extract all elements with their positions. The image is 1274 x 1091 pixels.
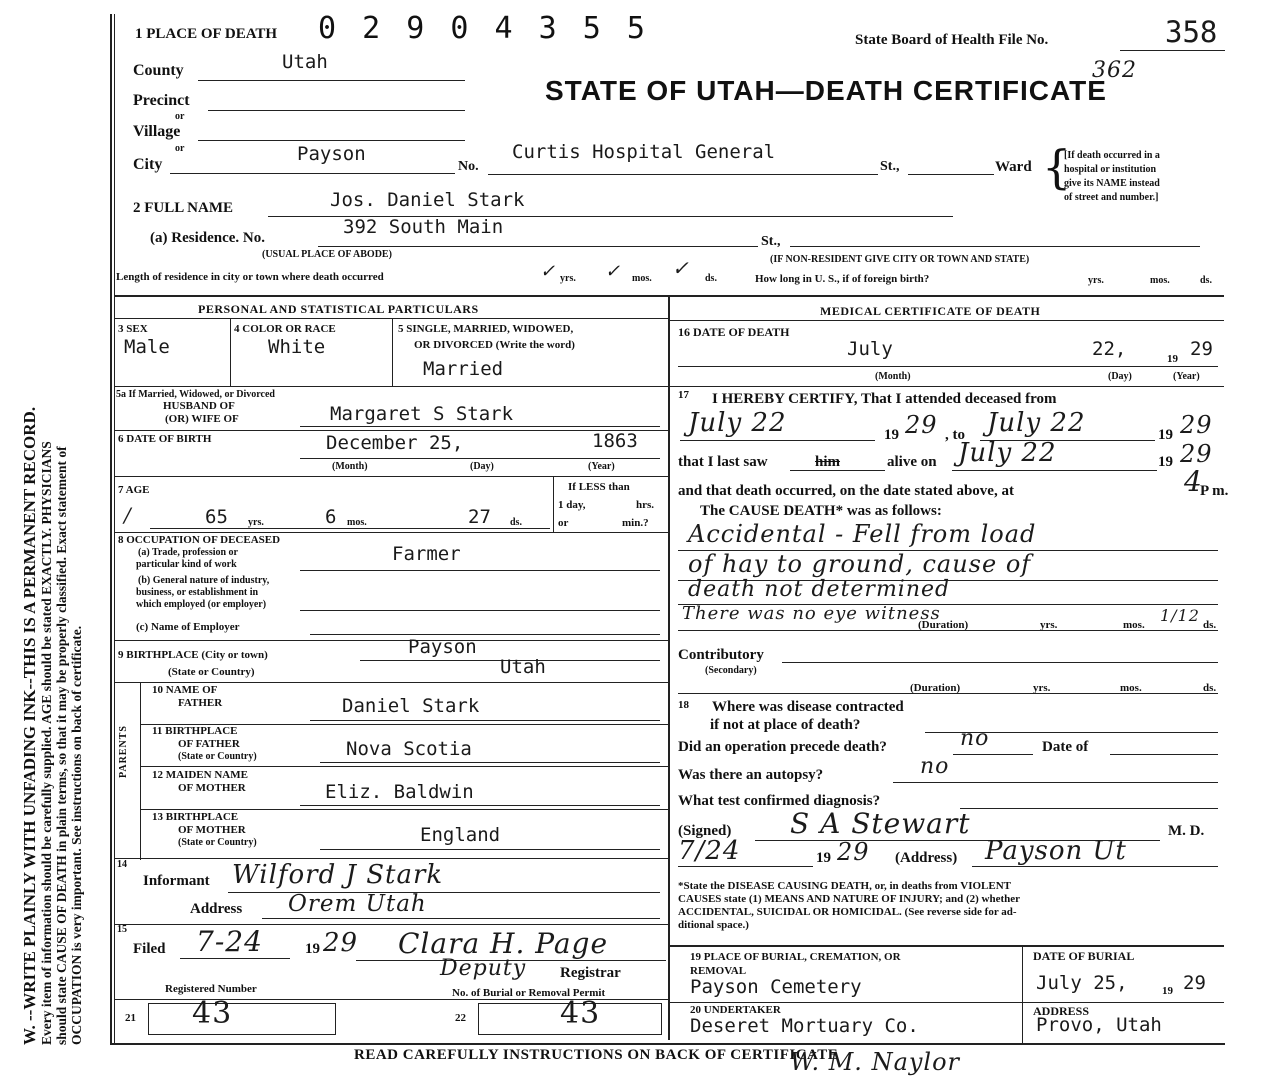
day-caption: (Day) (1108, 371, 1132, 382)
dob-line (300, 458, 660, 459)
precinct-label: Precinct (133, 92, 190, 109)
residence-st-label: St., (761, 234, 781, 249)
father-label: 10 NAME OF (152, 684, 218, 696)
note-line: of street and number.] (1064, 192, 1159, 203)
year-caption: (Year) (1173, 371, 1200, 382)
note-line: give its NAME instead (1064, 178, 1160, 189)
nonresident-caption: (IF NON-RESIDENT GIVE CITY OR TOWN AND STATE) (770, 254, 1030, 265)
parents-divider (140, 682, 141, 860)
alive-on-label: alive on (887, 454, 937, 470)
file-no-line (1120, 50, 1225, 51)
column-divider (668, 295, 670, 1040)
to-label: , to (945, 427, 965, 443)
to-year: 29 (1180, 411, 1213, 439)
mother-line (300, 805, 660, 806)
frame-left (110, 14, 112, 1044)
one-day-label: 1 day, (558, 499, 586, 511)
color-value: White (268, 336, 326, 358)
year-caption: (Year) (588, 461, 615, 472)
physician-signature: S A Stewart (790, 807, 971, 840)
spouse-label-3: (OR) WIFE OF (165, 413, 239, 425)
row-line (114, 640, 668, 641)
year-prefix: 19 (1167, 353, 1178, 365)
md-label: M. D. (1168, 823, 1205, 839)
occupation-b3-label: which employed (or employer) (136, 599, 267, 610)
county-line (198, 80, 465, 81)
cell-divider (1022, 945, 1023, 1043)
year-prefix: 19 (305, 941, 320, 957)
marital-label-2: OR DIVORCED (Write the word) (414, 339, 575, 351)
check-icon: / (124, 503, 132, 527)
row-line (140, 809, 668, 810)
registrar-signature: Clara H. Page (398, 927, 609, 960)
undertaker-label: 20 UNDERTAKER (690, 1004, 781, 1016)
parents-label: PARENTS (118, 725, 129, 778)
mos-label: mos. (1150, 275, 1170, 286)
footnote-line: CAUSES state (1) MEANS AND NATURE OF INJURY; and (2) whether (678, 893, 1021, 905)
contributory-line (782, 662, 1218, 663)
filed-year: 29 (323, 928, 359, 958)
footnote-line: *State the DISEASE CAUSING DEATH, or, in deaths from VIOLENT (678, 880, 1012, 892)
alt-number: 362 (1092, 58, 1137, 83)
footer-instructions: READ CAREFULLY INSTRUCTIONS ON BACK OF CERTIFICATE (354, 1047, 839, 1063)
birthplace-state-caption: (State or Country) (168, 666, 255, 678)
mother-birthplace-caption: (State or Country) (178, 837, 257, 848)
permit-number-value: 43 (560, 996, 601, 1031)
from-line (680, 440, 875, 441)
margin-line: W. --WRITE PLAINLY WITH UNFADING INK--THIS IS A PERMANENT RECORD. (20, 406, 39, 1045)
or-label: or (175, 143, 185, 154)
ds-label: ds. (1203, 619, 1217, 631)
father-label-2: FATHER (178, 697, 223, 709)
margin-line: should state CAUSE OF DEATH in plain terms, so that it may be properly classified. Exact statement of (54, 446, 69, 1045)
burial-place-label-2: REMOVAL (690, 965, 747, 977)
occupation-b-line (300, 610, 660, 611)
burial-place-label: 19 PLACE OF BURIAL, CREMATION, OR (690, 951, 901, 963)
mother-label: 12 MAIDEN NAME (152, 769, 248, 781)
row-line (114, 532, 668, 533)
where-contracted-label: Where was disease contracted (712, 699, 904, 715)
occupation-value: Farmer (392, 543, 461, 565)
dod-year: 29 (1190, 338, 1213, 360)
cause-line-4: There was no eye witness (682, 603, 941, 624)
occupation-line (300, 570, 660, 571)
deputy-label: Deputy (440, 956, 527, 981)
hrs-label: hrs. (636, 499, 655, 511)
sex-label: 3 SEX (118, 323, 148, 335)
full-name-value: Jos. Daniel Stark (330, 189, 525, 211)
mos-label: mos. (347, 517, 367, 528)
row-line (114, 430, 668, 431)
place-of-death-label: 1 PLACE OF DEATH (135, 26, 278, 42)
occurred-label: and that death occurred, on the date stated above, at (678, 483, 1014, 499)
employer-line (310, 634, 660, 635)
father-value: Daniel Stark (342, 695, 480, 717)
row-line (668, 1002, 1224, 1003)
or-label: or (175, 111, 185, 122)
registrar-label: Registrar (560, 965, 621, 981)
time-value: 4 (1184, 465, 1203, 498)
county-label: County (133, 62, 184, 79)
marital-label: 5 SINGLE, MARRIED, WIDOWED, (398, 323, 574, 335)
row-line (668, 945, 1224, 947)
length-residence-label: Length of residence in city or town where death occurred (116, 271, 384, 283)
item-number: 14 (117, 859, 127, 870)
residence-line (318, 246, 758, 247)
operation-label: Did an operation precede death? (678, 739, 887, 755)
contributory-label: Contributory (678, 647, 764, 663)
duration-label: (Duration) (918, 619, 969, 631)
row-line (668, 320, 1224, 321)
undertaker-address-value: Provo, Utah (1036, 1014, 1162, 1036)
footnote-line: ditional space.) (678, 919, 749, 931)
page-title: STATE OF UTAH—DEATH CERTIFICATE (545, 75, 1107, 106)
operation-line (953, 754, 1033, 755)
frame-left-inner (114, 14, 115, 1044)
him-text: him (815, 454, 841, 470)
age-months: 6 (325, 506, 337, 528)
birthplace-city: Payson (408, 636, 477, 658)
mos-label: mos. (632, 273, 652, 284)
year-prefix: 19 (1158, 427, 1173, 443)
item-number: 21 (125, 1012, 136, 1024)
yrs-label: yrs. (1033, 682, 1051, 694)
ds-label: ds. (1203, 682, 1217, 694)
reg-number-label: Registered Number (165, 983, 257, 995)
spouse-label: 5a If Married, Widowed, or Divorced (116, 389, 275, 400)
autopsy-value: no (920, 754, 950, 779)
usual-place-caption: (USUAL PLACE OF ABODE) (262, 249, 392, 260)
if-less-label: If LESS than (568, 481, 630, 493)
institution-value: Curtis Hospital General (512, 141, 776, 163)
age-line (150, 528, 550, 529)
informant-value: Wilford J Stark (232, 860, 444, 890)
serial-number: 0 2 9 0 4 3 5 5 (318, 11, 649, 46)
test-line (960, 808, 1218, 809)
permit-label: No. of Burial or Removal Permit (452, 987, 606, 999)
age-label: 7 AGE (118, 484, 150, 496)
min-label: min.? (622, 517, 649, 529)
st-line (908, 174, 994, 175)
dod-label: 16 DATE OF DEATH (678, 325, 790, 339)
duration-line (678, 630, 1218, 631)
reg-number-value: 43 (192, 996, 233, 1031)
city-value: Payson (297, 143, 366, 165)
undertaker-address-label: ADDRESS (1033, 1004, 1090, 1018)
burial-year: 29 (1183, 972, 1206, 994)
cause-line-2: of hay to ground, cause of (688, 550, 1032, 578)
month-caption: (Month) (332, 461, 368, 472)
to-date: July 22 (987, 408, 1086, 438)
birthplace-state: Utah (500, 656, 546, 678)
date-of-label: Date of (1042, 739, 1089, 755)
row-line (114, 476, 668, 477)
brace-icon: { (1042, 140, 1072, 194)
sign-date-line (678, 866, 813, 867)
mos-label: mos. (1120, 682, 1142, 694)
address-label: (Address) (895, 850, 958, 866)
burial-date-value: July 25, (1036, 972, 1128, 994)
test-label: What test confirmed diagnosis? (678, 793, 881, 809)
mother-birthplace-value: England (420, 824, 501, 846)
autopsy-line (893, 782, 1218, 783)
ward-note (1064, 149, 1160, 205)
occupation-b-label: (b) General nature of industry, (138, 575, 270, 586)
dod-month: July (847, 338, 893, 360)
ds-label: ds. (705, 273, 717, 284)
st-label: St., (880, 159, 900, 174)
cause-label: The CAUSE DEATH* was as follows: (700, 503, 942, 519)
occupation-b2-label: business, or establishment in (136, 587, 259, 598)
row-line (668, 386, 1224, 387)
signed-label: (Signed) (678, 823, 732, 839)
informant-address-line (262, 918, 660, 919)
footnote (678, 880, 1020, 932)
yrs-label: yrs. (1088, 275, 1104, 286)
sign-year: 29 (837, 838, 870, 866)
employer-label: (c) Name of Employer (136, 621, 240, 633)
file-no-value: 358 (1165, 15, 1218, 49)
row-line (114, 858, 668, 859)
yrs-label: yrs. (1040, 619, 1058, 631)
last-saw-year: 29 (1180, 440, 1213, 468)
age-days: 27 (468, 506, 491, 528)
last-saw-label: that I last saw (678, 454, 768, 470)
row-line (114, 318, 668, 319)
mos-label: mos. (1123, 619, 1145, 631)
residence-st-line (790, 246, 1200, 247)
county-value: Utah (282, 51, 328, 73)
occupation-a2-label: particular kind of work (136, 559, 237, 570)
filed-date: 7-24 (196, 925, 263, 958)
last-saw-line (952, 470, 1157, 471)
filed-label: Filed (133, 941, 166, 957)
footer-signature: W. M. Naylor (790, 1048, 961, 1076)
year-prefix: 19 (816, 850, 831, 866)
margin-text (20, 407, 84, 1045)
color-label: 4 COLOR OR RACE (234, 323, 336, 335)
cause-line-3: death not determined (688, 577, 951, 602)
father-birthplace-label-2: OF FATHER (178, 738, 240, 750)
item-number: 22 (455, 1012, 466, 1024)
cell-divider (230, 318, 231, 386)
duration-label: (Duration) (910, 682, 961, 694)
check-icon: ✓ (605, 261, 622, 282)
spouse-line (300, 426, 660, 427)
yrs-label: yrs. (560, 273, 576, 284)
ds-label: ds. (510, 517, 522, 528)
margin-line: Every item of information should be carefully supplied. AGE should be stated EXACTLY. PHYSICIANS (39, 441, 54, 1045)
file-no-label: State Board of Health File No. (855, 32, 1049, 48)
check-icon: ✓ (540, 261, 557, 282)
row-line (114, 386, 668, 387)
dob-label: 6 DATE OF BIRTH (118, 433, 212, 445)
village-line (198, 140, 465, 141)
dob-year: 1863 (592, 430, 638, 452)
father-line (310, 720, 660, 721)
secondary-caption: (Secondary) (705, 665, 757, 676)
row-line (114, 682, 668, 683)
dod-day: 22, (1092, 338, 1127, 360)
item-number: 15 (117, 924, 127, 935)
father-birthplace-caption: (State or Country) (178, 751, 257, 762)
city-label: City (133, 156, 163, 173)
note-line: hospital or institution (1064, 164, 1157, 175)
no-label: No. (458, 159, 479, 174)
occupation-label: 8 OCCUPATION OF DECEASED (118, 534, 281, 546)
birthplace-label: 9 BIRTHPLACE (City or town) (118, 649, 268, 661)
medical-header: MEDICAL CERTIFICATE OF DEATH (820, 304, 1041, 318)
cell-divider (553, 476, 554, 532)
certify-text: I HEREBY CERTIFY, That I attended deceased from (712, 391, 1057, 407)
month-caption: (Month) (875, 371, 911, 382)
year-prefix: 19 (884, 427, 899, 443)
ds-label: ds. (1200, 275, 1212, 286)
frame-bottom (110, 1043, 1225, 1045)
mother-value: Eliz. Baldwin (325, 781, 474, 803)
date-of-line (1110, 754, 1218, 755)
from-year: 29 (905, 411, 938, 439)
occupation-a-label: (a) Trade, profession or (138, 547, 238, 558)
time-suffix: P m. (1200, 483, 1229, 499)
row-line (140, 766, 668, 767)
item-number: 18 (678, 699, 689, 711)
address-line (972, 866, 1218, 867)
footnote-line: ACCIDENTAL, SUICIDAL OR HOMICIDAL. (See reverse side for ad- (678, 906, 1017, 918)
sex-value: Male (124, 336, 170, 358)
full-name-label: 2 FULL NAME (133, 200, 234, 216)
ward-label: Ward (995, 159, 1032, 175)
or-label: or (558, 517, 569, 529)
mother-birthplace-line (320, 849, 660, 850)
cell-divider (392, 318, 393, 386)
sign-date: 7/24 (678, 836, 741, 866)
informant-label: Informant (143, 873, 210, 889)
spouse-value: Margaret S Stark (330, 403, 514, 425)
operation-value: no (960, 726, 990, 751)
autopsy-label: Was there an autopsy? (678, 767, 824, 783)
duration-line (678, 693, 1218, 694)
reg-number-box (148, 1003, 336, 1035)
mother-birthplace-label-2: OF MOTHER (178, 824, 246, 836)
dob-value: December 25, (326, 432, 464, 454)
item-number: 17 (678, 389, 689, 401)
where-contracted-label-2: if not at place of death? (710, 717, 861, 733)
father-birthplace-line (320, 762, 660, 763)
margin-line: OCCUPATION is very important. See instructions on back of certificate. (69, 625, 84, 1045)
personal-header: PERSONAL AND STATISTICAL PARTICULARS (198, 302, 479, 316)
village-label: Village (133, 123, 181, 140)
from-date: July 22 (688, 408, 787, 438)
day-caption: (Day) (470, 461, 494, 472)
age-years: 65 (205, 506, 228, 528)
residence-label: (a) Residence. No. (150, 230, 265, 246)
foreign-label: How long in U. S., if of foreign birth? (755, 273, 930, 285)
father-birthplace-value: Nova Scotia (346, 738, 472, 760)
mother-birthplace-label: 13 BIRTHPLACE (152, 811, 239, 823)
burial-place-value: Payson Cemetery (690, 976, 862, 998)
last-saw-date: July 22 (958, 438, 1057, 468)
cause-line-1: Accidental - Fell from load (688, 520, 1037, 548)
yrs-label: yrs. (248, 517, 264, 528)
mother-label-2: OF MOTHER (178, 782, 246, 794)
residence-value: 392 South Main (343, 216, 504, 238)
duration-value: 1/12 (1160, 606, 1200, 625)
year-prefix: 19 (1158, 454, 1173, 470)
him-line (790, 470, 885, 471)
note-line: [If death occurred in a (1064, 150, 1160, 161)
informant-address-label: Address (190, 901, 243, 917)
city-line (170, 173, 455, 174)
burial-date-label: DATE OF BURIAL (1033, 949, 1135, 963)
check-icon: ✓ (672, 256, 690, 280)
marital-value: Married (423, 358, 504, 380)
informant-address-value: Orem Utah (288, 891, 427, 917)
physician-address: Payson Ut (985, 836, 1127, 866)
precinct-line (208, 110, 465, 111)
undertaker-value: Deseret Mortuary Co. (690, 1015, 919, 1037)
dod-line (678, 366, 1218, 367)
spouse-label-2: HUSBAND OF (163, 400, 235, 412)
father-birthplace-label: 11 BIRTHPLACE (152, 725, 238, 737)
institution-line (488, 174, 878, 175)
year-prefix: 19 (1162, 985, 1173, 997)
filed-line (180, 958, 290, 959)
